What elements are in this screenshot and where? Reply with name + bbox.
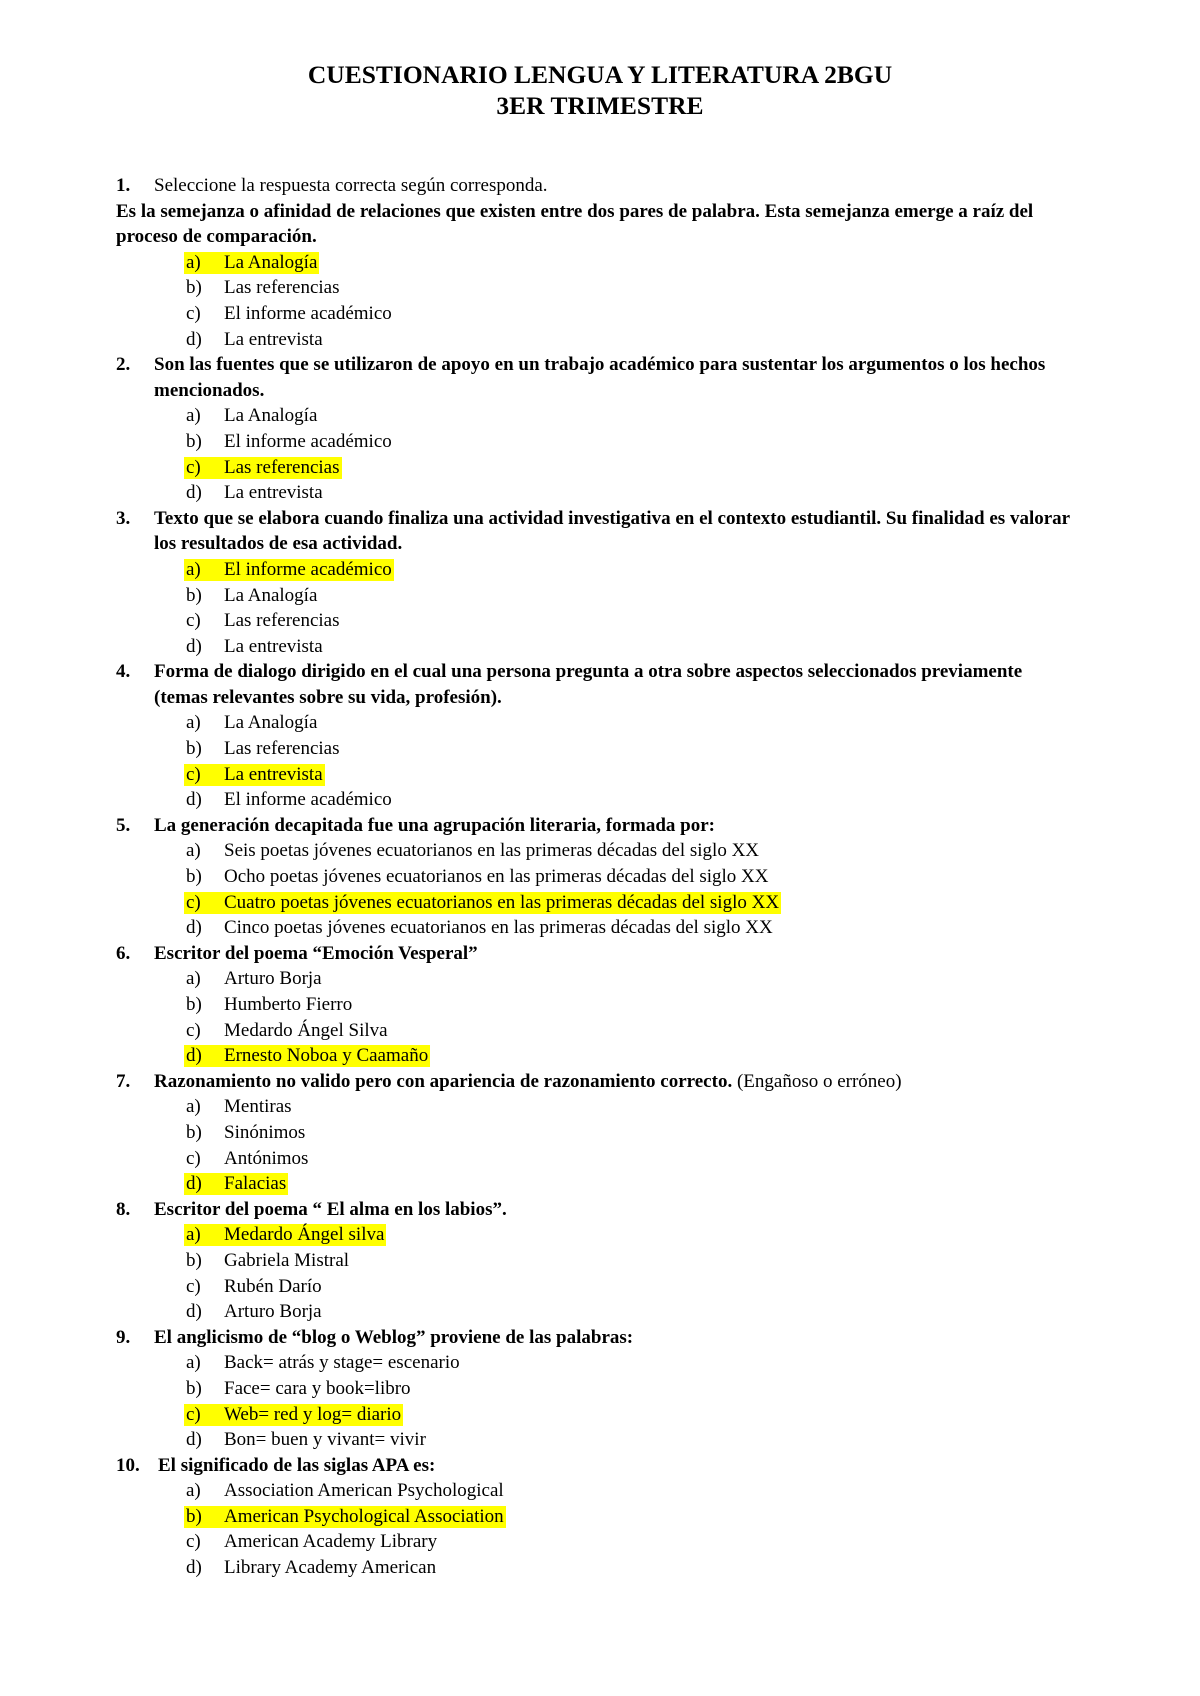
option-text: La Analogía [224,251,318,273]
answer-option [0,608,1200,634]
question-stem [0,352,1200,403]
option-letter: a) [186,1480,201,1502]
option-letter: a) [186,251,201,273]
option-text: Face= cara y book=libro [224,1377,411,1399]
option-letter: a) [186,405,201,427]
option-letter: c) [186,1275,201,1297]
question-number: 9. [116,1326,131,1348]
answer-option-correct [0,1504,1200,1530]
answer-option [0,915,1200,941]
option-text: Humberto Fierro [224,994,353,1015]
option-letter: d) [186,635,202,657]
question-list [0,173,1200,1581]
question-stem [0,1069,1200,1095]
answer-option [0,480,1200,506]
option-text: La entrevista [224,328,323,350]
question-6 [0,941,1200,1069]
question-number: 7. [116,1070,131,1092]
option-letter: a) [186,1096,201,1118]
option-text: Back= atrás y stage= escenario [224,1352,460,1374]
question-8 [0,1197,1200,1325]
answer-option-correct [0,1171,1200,1197]
option-text: Falacias [224,1173,287,1195]
question-text: La generación decapitada fue una agrupación literaria, formada por: [154,814,715,836]
question-3 [0,506,1200,660]
question-text: Seleccione la respuesta correcta según corresponda. [154,175,548,196]
question-10 [0,1453,1200,1581]
option-letter: b) [186,584,202,606]
option-text: El informe académico [224,430,392,452]
option-letter: a) [186,558,201,580]
option-letter: a) [186,840,201,862]
question-1 [0,173,1200,352]
option-letter: d) [186,789,202,811]
option-letter: a) [186,712,201,734]
answer-option [0,1094,1200,1120]
answer-option [0,1146,1200,1172]
answer-option [0,1018,1200,1044]
answer-option [0,583,1200,609]
option-text: Web= red y log= diario [224,1403,402,1425]
answer-option [0,1299,1200,1325]
question-stem [0,1197,1200,1223]
question-clarification: (Engañoso o erróneo) [736,1070,902,1092]
answer-option [0,1555,1200,1581]
option-letter: c) [186,763,201,785]
option-letter: c) [186,1403,201,1425]
option-letter: c) [186,456,201,478]
option-text: La Analogía [224,712,318,734]
question-number: 8. [116,1198,131,1220]
option-text: Ocho poetas jóvenes ecuatorianos en las primeras décadas del siglo XX [224,866,769,888]
answer-option [0,634,1200,660]
option-text: Las referencias [224,610,340,632]
answer-option [0,864,1200,890]
option-letter: a) [186,1352,201,1374]
question-text: Escritor del poema “Emoción Vesperal” [154,942,478,964]
question-text: El significado de las siglas APA es: [158,1454,436,1476]
option-letter: d) [186,1173,202,1195]
answer-option [0,1529,1200,1555]
option-text: Library Academy American [224,1557,437,1579]
question-stem [0,1325,1200,1351]
option-text: Ernesto Noboa y Caamaño [224,1045,429,1067]
option-letter: d) [186,1557,202,1579]
document-subtitle: 3ER TRIMESTRE [496,91,704,120]
answer-option [0,301,1200,327]
option-letter: c) [186,1531,201,1553]
question-number: 1. [116,175,131,196]
option-letter: c) [186,610,201,632]
option-letter: b) [186,1377,202,1399]
option-letter: d) [186,917,202,939]
option-text: Antónimos [224,1147,309,1169]
answer-option-correct [0,762,1200,788]
question-number: 2. [116,354,131,376]
answer-option [0,1120,1200,1146]
option-letter: d) [186,1429,202,1451]
answer-option [0,1478,1200,1504]
question-stem [0,941,1200,967]
option-text: La entrevista [224,763,323,785]
option-text: Medardo Ángel silva [224,1224,385,1246]
option-text: El informe académico [224,558,392,580]
question-5 [0,813,1200,941]
option-text: Medardo Ángel Silva [224,1019,388,1041]
option-letter: d) [186,1045,202,1067]
option-letter: b) [186,1249,202,1271]
answer-options [0,403,1200,505]
question-9 [0,1325,1200,1453]
question-stem [0,173,1200,199]
question-text: Son las fuentes que se utilizaron de apoyo en un trabajo académico para sustentar los argumentos o los hechos mencionados. [154,354,1046,401]
option-text: Bon= buen y vivant= vivir [224,1429,426,1451]
answer-options [0,1222,1200,1324]
question-text: Escritor del poema “ El alma en los labios”. [154,1198,507,1220]
option-text: La Analogía [224,584,318,606]
answer-option [0,710,1200,736]
option-letter: b) [186,430,202,452]
option-letter: b) [186,866,202,888]
option-letter: c) [186,1019,201,1041]
question-text: El anglicismo de “blog o Weblog” proviene de las palabras: [154,1326,634,1348]
question-stem [0,1453,1200,1479]
answer-option-correct [0,1222,1200,1248]
option-text: Rubén Darío [224,1275,322,1297]
question-number: 6. [116,942,131,964]
answer-option [0,1350,1200,1376]
answer-option [0,429,1200,455]
option-letter: b) [186,1505,202,1527]
answer-options [0,250,1200,352]
option-text: Gabriela Mistral [224,1249,350,1271]
option-letter: d) [186,482,202,504]
question-number: 4. [116,661,131,683]
question-stem [0,659,1200,710]
option-text: El informe académico [224,789,392,811]
answer-option [0,1427,1200,1453]
question-text: Forma de dialogo dirigido en el cual una persona pregunta a otra sobre aspectos seleccionados previamente (temas relevantes sobre su vida, profesión). [154,661,1023,708]
option-text: Cinco poetas jóvenes ecuatorianos en las primeras décadas del siglo XX [224,917,773,939]
option-letter: a) [186,1224,201,1246]
option-letter: c) [186,302,201,324]
answer-option [0,403,1200,429]
answer-option [0,736,1200,762]
answer-option [0,838,1200,864]
option-text: Seis poetas jóvenes ecuatorianos en las primeras décadas del siglo XX [224,840,760,862]
document-title: CUESTIONARIO LENGUA Y LITERATURA 2BGU [307,60,893,89]
option-text: Las referencias [224,456,340,478]
option-text: Las referencias [224,277,340,299]
answer-option-correct [0,1043,1200,1069]
option-text: El informe académico [224,302,392,324]
answer-options [0,966,1200,1068]
answer-options [0,838,1200,940]
option-text: Arturo Borja [224,1301,322,1323]
option-letter: c) [186,891,201,913]
option-letter: b) [186,277,202,299]
option-letter: d) [186,328,202,350]
answer-option [0,275,1200,301]
option-letter: b) [186,738,202,760]
option-letter: c) [186,1147,201,1169]
answer-option [0,1248,1200,1274]
option-text: La entrevista [224,635,323,657]
answer-option-correct [0,890,1200,916]
option-text: Arturo Borja [224,968,322,990]
option-letter: a) [186,968,201,990]
answer-options [0,710,1200,812]
answer-options [0,1094,1200,1196]
option-text: Sinónimos [224,1121,306,1143]
answer-options [0,1478,1200,1580]
answer-options [0,557,1200,659]
option-text: La Analogía [224,405,318,427]
answer-option [0,1274,1200,1300]
answer-options [0,1350,1200,1452]
question-description: Es la semejanza o afinidad de relaciones que existen entre dos pares de palabra. Esta semejanza emerge a raíz del proceso de comparación. [116,200,1034,248]
answer-option-correct [0,455,1200,481]
question-number: 10. [116,1454,140,1476]
answer-option-correct [0,250,1200,276]
option-letter: b) [186,1121,202,1143]
answer-option-correct [0,1402,1200,1428]
option-letter: d) [186,1301,202,1323]
answer-option [0,992,1200,1018]
option-text: American Academy Library [224,1531,438,1553]
question-number: 3. [116,507,131,529]
option-text: Mentiras [224,1096,292,1118]
option-text: Cuatro poetas jóvenes ecuatorianos en las primeras décadas del siglo XX [224,891,780,913]
question-text: Razonamiento no valido pero con apariencia de razonamiento correcto. [154,1070,733,1092]
option-text: Las referencias [224,738,340,760]
question-stem [0,813,1200,839]
question-2 [0,352,1200,506]
option-letter: b) [186,994,202,1015]
option-text: American Psychological Association [224,1505,504,1527]
answer-option-correct [0,557,1200,583]
question-4 [0,659,1200,813]
answer-option [0,327,1200,353]
option-text: Association American Psychological [224,1480,504,1502]
question-7 [0,1069,1200,1197]
answer-option [0,1376,1200,1402]
answer-option [0,966,1200,992]
answer-option [0,787,1200,813]
question-stem [0,506,1200,557]
question-text: Texto que se elabora cuando finaliza una actividad investigativa en el contexto estudiantil. Su finalidad es valorar los resultados de esa actividad. [154,507,1070,555]
question-number: 5. [116,814,131,836]
option-text: La entrevista [224,482,323,504]
